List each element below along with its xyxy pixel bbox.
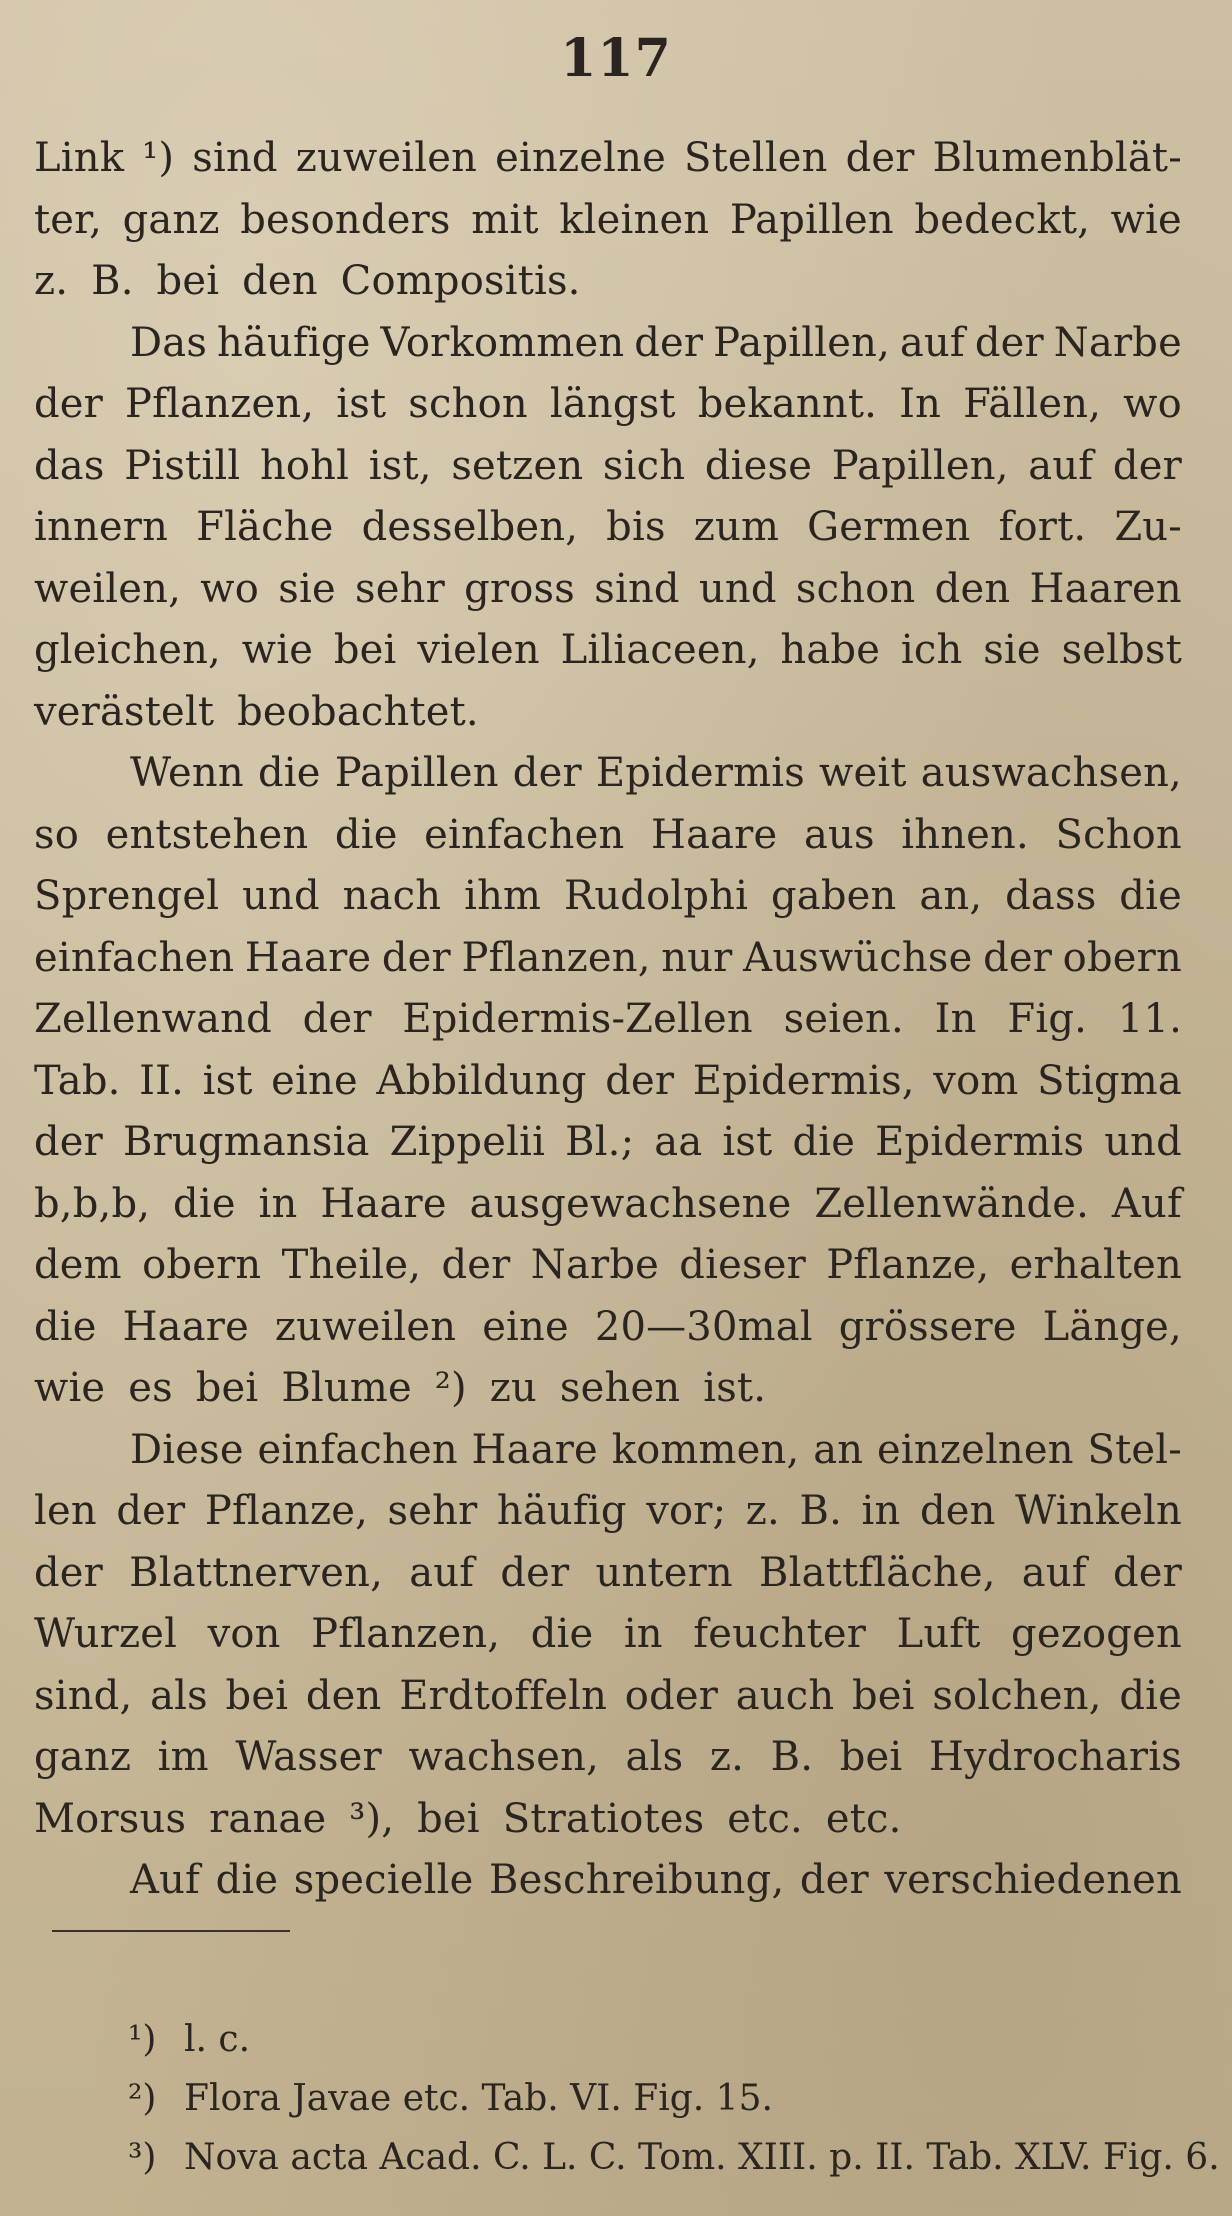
body-text xyxy=(34,128,1182,1912)
text-line: Sprengel und nach ihm Rudolphi gaben an, dass die xyxy=(34,873,1182,919)
page-number: 117 xyxy=(560,28,672,89)
text-line: verästelt beobachtet. xyxy=(34,688,479,735)
text-line: ganz im Wasser wachsen, als z. B. bei Hydrocharis xyxy=(34,1734,1182,1780)
text-line: Tab. II. ist eine Abbildung der Epidermis, vom Stigma xyxy=(34,1057,1182,1104)
text-line: gleichen, wie bei vielen Liliaceen, habe ich sie selbst xyxy=(34,627,1182,673)
footnote-text: Nova acta Acad. C. L. C. Tom. XIII. p. II. Tab. XLV. Fig. 6. xyxy=(184,2137,1220,2178)
footnote-divider xyxy=(52,1930,290,1932)
footnote-mark: ¹) xyxy=(128,2019,157,2060)
text-line: Das häufige Vorkommen der Papillen, auf der Narbe xyxy=(130,319,1182,366)
footnotes xyxy=(128,2010,1220,2187)
text-line: Zellenwand der Epidermis-Zellen seien. In Fig. 11. xyxy=(34,996,1182,1042)
text-line: der Blattnerven, auf der untern Blattfläche, auf der xyxy=(34,1549,1182,1596)
text-line: b,b,b, die in Haare ausgewachsene Zellenwände. Auf xyxy=(34,1180,1182,1227)
text-line: Auf die specielle Beschreibung, der verschiedenen xyxy=(130,1857,1182,1903)
text-line: len der Pflanze, sehr häufig vor; z. B. in den Winkeln xyxy=(34,1488,1182,1534)
text-line: der Brugmansia Zippelii Bl.; aa ist die Epidermis und xyxy=(34,1119,1182,1165)
text-line: das Pistill hohl ist, setzen sich diese Papillen, auf der xyxy=(34,442,1182,489)
footnote xyxy=(128,2010,1188,2069)
text-line: wie es bei Blume ²) zu sehen ist. xyxy=(34,1365,767,1411)
text-line: innern Fläche desselben, bis zum Germen fort. Zu- xyxy=(34,504,1182,550)
text-line: z. B. bei den Compositis. xyxy=(34,258,581,304)
text-line: Diese einfachen Haare kommen, an einzelnen Stel- xyxy=(130,1426,1182,1473)
footnote-mark: ²) xyxy=(128,2078,157,2119)
text-line: Link ¹) sind zuweilen einzelne Stellen der Blumenblät- xyxy=(34,135,1182,181)
text-line: so entstehen die einfachen Haare aus ihnen. Schon xyxy=(34,811,1182,858)
text-line: die Haare zuweilen eine 20—30mal grössere Länge, xyxy=(34,1303,1182,1350)
text-line: der Pflanzen, ist schon längst bekannt. In Fällen, wo xyxy=(34,381,1182,427)
text-line: ter, ganz besonders mit kleinen Papillen bedeckt, wie xyxy=(34,196,1182,243)
footnote xyxy=(128,2128,1220,2187)
text-line: weilen, wo sie sehr gross sind und schon den Haaren xyxy=(34,565,1182,612)
text-line: Wurzel von Pflanzen, die in feuchter Luft gezogen xyxy=(34,1611,1182,1657)
text-line: dem obern Theile, der Narbe dieser Pflanze, erhalten xyxy=(34,1242,1182,1288)
footnote xyxy=(128,2069,1188,2128)
text-line: sind, als bei den Erdtoffeln oder auch bei solchen, die xyxy=(34,1672,1182,1719)
footnote-text: l. c. xyxy=(184,2019,251,2060)
text-line: einfachen Haare der Pflanzen, nur Auswüchse der obern xyxy=(34,934,1182,981)
text-line: Wenn die Papillen der Epidermis weit auswachsen, xyxy=(130,750,1182,796)
text-line: Morsus ranae ³), bei Stratiotes etc. etc. xyxy=(34,1795,902,1842)
footnote-mark: ³) xyxy=(128,2137,157,2178)
footnote-text: Flora Javae etc. Tab. VI. Fig. 15. xyxy=(184,2078,773,2119)
